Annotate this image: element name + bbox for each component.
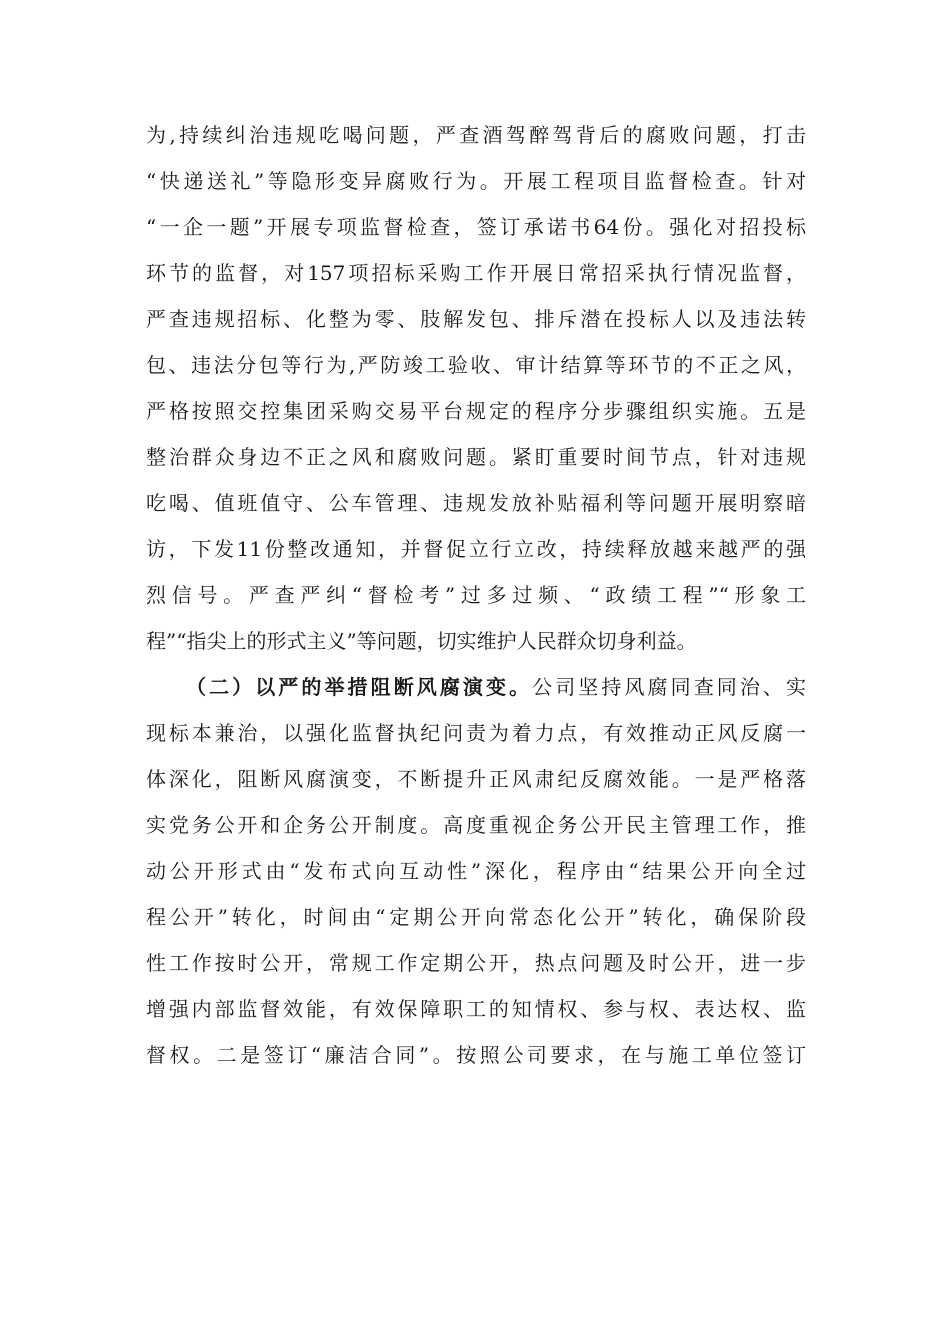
paragraph-line: 严查违规招标、化整为零、肢解发包、排斥潜在投标人以及违法转 bbox=[146, 307, 806, 331]
paragraph-line: 督权。二是签订“廉洁合同”。按照公司要求，在与施工单位签订 bbox=[146, 1043, 806, 1067]
paragraph-line: 性工作按时公开，常规工作定期公开，热点问题及时公开，进一步 bbox=[146, 951, 806, 975]
paragraph-line: 程”“指尖上的形式主义”等问题，切实维护人民群众切身利益。 bbox=[146, 629, 697, 653]
paragraph-line: 包、违法分包等行为,严防竣工验收、审计结算等环节的不正之风， bbox=[146, 353, 806, 377]
paragraph-line: “快递送礼”等隐形变异腐败行为。开展工程项目监督检查。针对 bbox=[146, 169, 806, 193]
paragraph-line: 访，下发11份整改通知，并督促立行立改，持续释放越来越严的强 bbox=[146, 537, 806, 561]
paragraph-line: 动公开形式由“发布式向互动性”深化，程序由“结果公开向全过 bbox=[146, 859, 806, 883]
paragraph-line: 烈信号。严查严纠“督检考”过多过频、“政绩工程”“形象工 bbox=[146, 583, 806, 607]
paragraph-line: 体深化，阻断风腐演变，不断提升正风肃纪反腐效能。一是严格落 bbox=[146, 767, 806, 791]
paragraph-line: 吃喝、值班值守、公车管理、违规发放补贴福利等问题开展明察暗 bbox=[146, 491, 806, 515]
paragraph-line: 严格按照交控集团采购交易平台规定的程序分步骤组织实施。五是 bbox=[146, 399, 806, 423]
paragraph-line: 为,持续纠治违规吃喝问题，严查酒驾醉驾背后的腐败问题，打击 bbox=[146, 123, 806, 147]
paragraph-line: 现标本兼治，以强化监督执纪问责为着力点，有效推动正风反腐一 bbox=[146, 721, 806, 745]
paragraph-line: 实党务公开和企务公开制度。高度重视企务公开民主管理工作，推 bbox=[146, 813, 806, 837]
paragraph-line: 整治群众身边不正之风和腐败问题。紧盯重要时间节点，针对违规 bbox=[146, 445, 806, 469]
section-heading-line bbox=[146, 664, 806, 710]
paragraph-line: 环节的监督，对157项招标采购工作开展日常招采执行情况监督， bbox=[146, 261, 806, 285]
section-heading: （二）以严的举措阻断风腐演变。 bbox=[186, 675, 533, 699]
paragraph-line: “一企一题”开展专项监督检查，签订承诺书64份。强化对招投标 bbox=[146, 215, 806, 239]
section-heading-rest: 公司坚持风腐同查同治、实 bbox=[532, 675, 807, 699]
paragraph-line: 程公开”转化，时间由“定期公开向常态化公开”转化，确保阶段 bbox=[146, 905, 806, 929]
document-body bbox=[146, 112, 806, 1078]
paragraph-line: 增强内部监督效能，有效保障职工的知情权、参与权、表达权、监 bbox=[146, 997, 806, 1021]
